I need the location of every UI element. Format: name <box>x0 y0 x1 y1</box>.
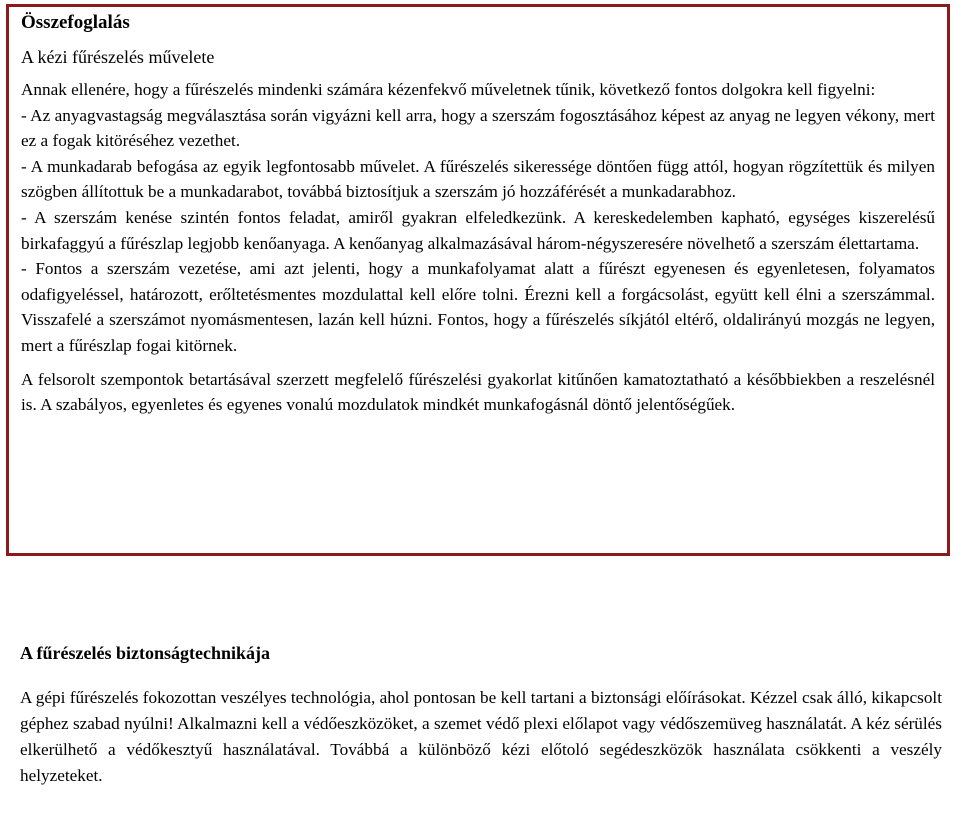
summary-closing: A felsorolt szempontok betartásával szerzett megfelelő fűrészelési gyakorlat kitűnően kamatoztatható a későbbiekben a reszelésnél is. A szabályos, egyenletes és egyenes vonalú mozdulatok mindkét munkafogásnál döntő jelentőségűek. <box>21 369 935 415</box>
summary-heading: Összefoglalás <box>21 12 130 33</box>
safety-text: A gépi fűrészelés fokozottan veszélyes technológia, ahol pontosan be kell tartani a biztonsági előírásokat. Kézzel csak álló, kikapcsolt géphez szabad nyúlni! Alkalmazni kell a védőeszközöket, a szemet védő plexi előlapot vagy védőszemüveg használatát. A kéz sérülés elkerülhető a védőkesztyű használatával. Továbbá a különböző kézi előtoló segédeszközök használata csökkenti a veszély helyzeteket. <box>20 688 942 785</box>
summary-subtitle: A kézi fűrészelés művelete <box>21 47 215 67</box>
summary-point-lubrication: - A szerszám kenése szintén fontos feladat, amiről gyakran elfeledkezünk. A kereskedelemben kapható, egységes kiszerelésű birkafaggyú a fűrészlap legjobb kenőanyaga. A kenőanyag alkalmazásával három-négyszeresére növelhető a szerszám élettartama. <box>21 207 935 253</box>
safety-heading: A fűrészelés biztonságtechnikája <box>20 643 270 663</box>
summary-point-guiding: - Fontos a szerszám vezetése, ami azt jelenti, hogy a munkafolyamat alatt a fűrészt egyenesen és egyenletesen, folyamatos odafigyeléssel, határozott, erőltetésmentes mozdulattal kell előre tolni. Érezni kell a forgácsolást, együtt kell élni a szerszámmal. Visszafelé a szerszámot nyomásmentesen, lazán kell húzni. Fontos, hogy a fűrészelés síkjától eltérő, oldalirányú mozgás ne legyen, mert a fűrészlap fogai kitörnek. <box>21 259 935 355</box>
summary-box <box>6 4 950 556</box>
summary-intro: Annak ellenére, hogy a fűrészelés mindenki számára kézenfekvő műveletnek tűnik, következő fontos dolgokra kell figyelni: <box>21 80 876 99</box>
summary-point-clamping: - A munkadarab befogása az egyik legfontosabb művelet. A fűrészelés sikeressége döntően függ attól, hogyan rögzítettük és milyen szögben állítottuk be a munkadarabot, továbbá biztosítjuk a szerszám jó hozzáférését a munkadarabhoz. <box>21 156 935 202</box>
summary-point-material-thickness: - Az anyagvastagság megválasztása során vigyázni kell arra, hogy a szerszám fogosztásához képest az anyag ne legyen vékony, mert ez a fogak kitöréséhez vezethet. <box>21 105 935 151</box>
